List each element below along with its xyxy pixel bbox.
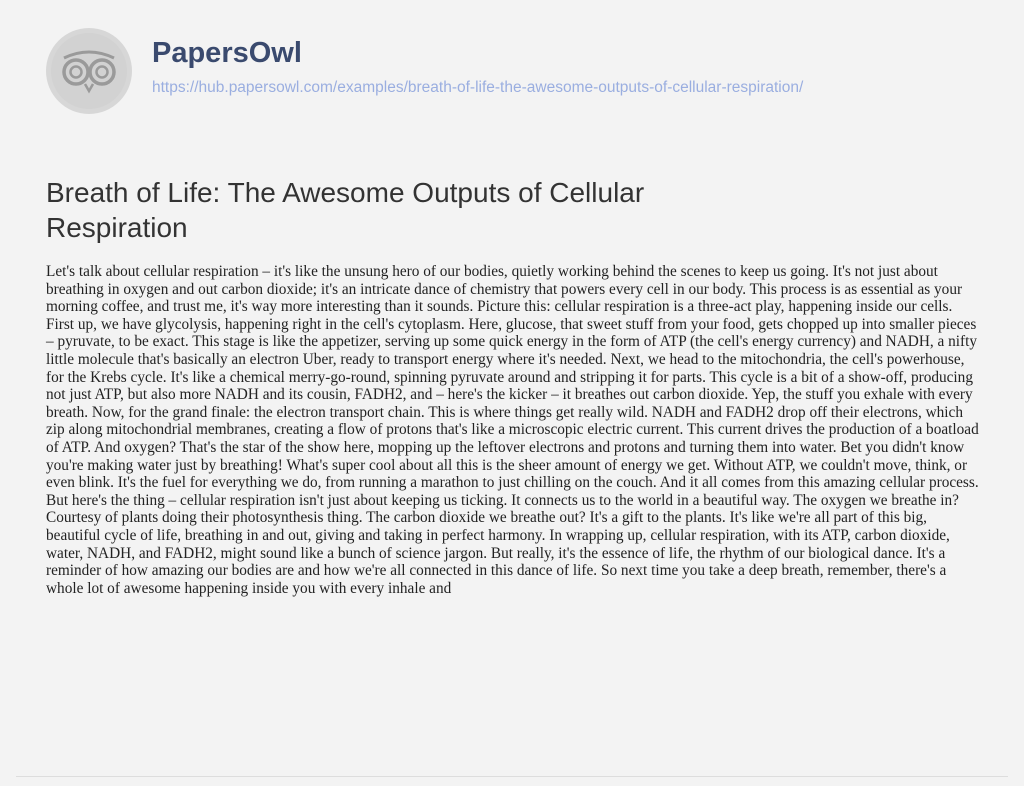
header: [46, 28, 872, 114]
article-body: Let's talk about cellular respiration – it's like the unsung hero of our bodies, quietly working behind the scenes to keep us going. It's not just about breathing in oxygen and out carbon dioxide; it's an intricate dance of chemistry that powers every cell in our body. This process is as essential as your morning coffee, and trust me, it's way more interesting than it sounds. Picture this: cellular respiration is a three-act play, happening inside our cells. First up, we have glycolysis, happening right in the cell's cytoplasm. Here, glucose, that sweet stuff from your food, gets chopped up into smaller pieces – pyruvate, to be exact. This stage is like the appetizer, serving up some quick energy in the form of ATP (the cell's energy currency) and NADH, a nifty little molecule that's basically an electron Uber, ready to transport energy where it's needed. Next, we head to the mitochondria, the cell's powerhouse, for the Krebs cycle. It's like a chemical merry-go-round, spinning pyruvate around and stripping it for parts. This cycle is a bit of a show-off, producing not just ATP, but also more NADH and its cousin, FADH2, and – here's the kicker – it breathes out carbon dioxide. Yep, the stuff you exhale with every breath. Now, for the grand finale: the electron transport chain. This is where things get really wild. NADH and FADH2 drop off their electrons, which zip along mitochondrial membranes, creating a flow of protons that's like a microscopic electric current. This current drives the production of a boatload of ATP. And oxygen? That's the star of the show here, mopping up the leftover electrons and protons and turning them into water. Bet you didn't know you're making water just by breathing! What's super cool about all this is the sheer amount of energy we get. Without ATP, we couldn't move, think, or even blink. It's the fuel for everything we do, from running a marathon to just chilling on the couch. And it all comes from this amazing cellular process. But here's the thing – cellular respiration isn't just about keeping us ticking. It connects us to the world in a beautiful way. The oxygen we breathe in? Courtesy of plants doing their photosynthesis thing. The carbon dioxide we breathe out? It's a gift to the plants. It's like we're all part of this big, beautiful cycle of life, breathing in and out, giving and taking in perfect harmony. In wrapping up, cellular respiration, with its ATP, carbon dioxide, water, NADH, and FADH2, might sound like a bunch of science jargon. But really, it's the essence of life, the rhythm of our biological dance. It's a reminder of how amazing our bodies are and how we're all connected in this dance of life. So next time you take a deep breath, remember, there's a whole lot of awesome happening inside you with every inhale and: [46, 263, 979, 597]
brand-name: PapersOwl: [152, 37, 302, 69]
owl-logo-icon: [46, 28, 132, 114]
source-url-link[interactable]: https://hub.papersowl.com/examples/breath-of-life-the-awesome-outputs-of-cellular-respiration/: [152, 79, 804, 96]
article-title: Breath of Life: The Awesome Outputs of Cellular Respiration: [46, 177, 645, 243]
footer-divider: [16, 776, 1008, 777]
